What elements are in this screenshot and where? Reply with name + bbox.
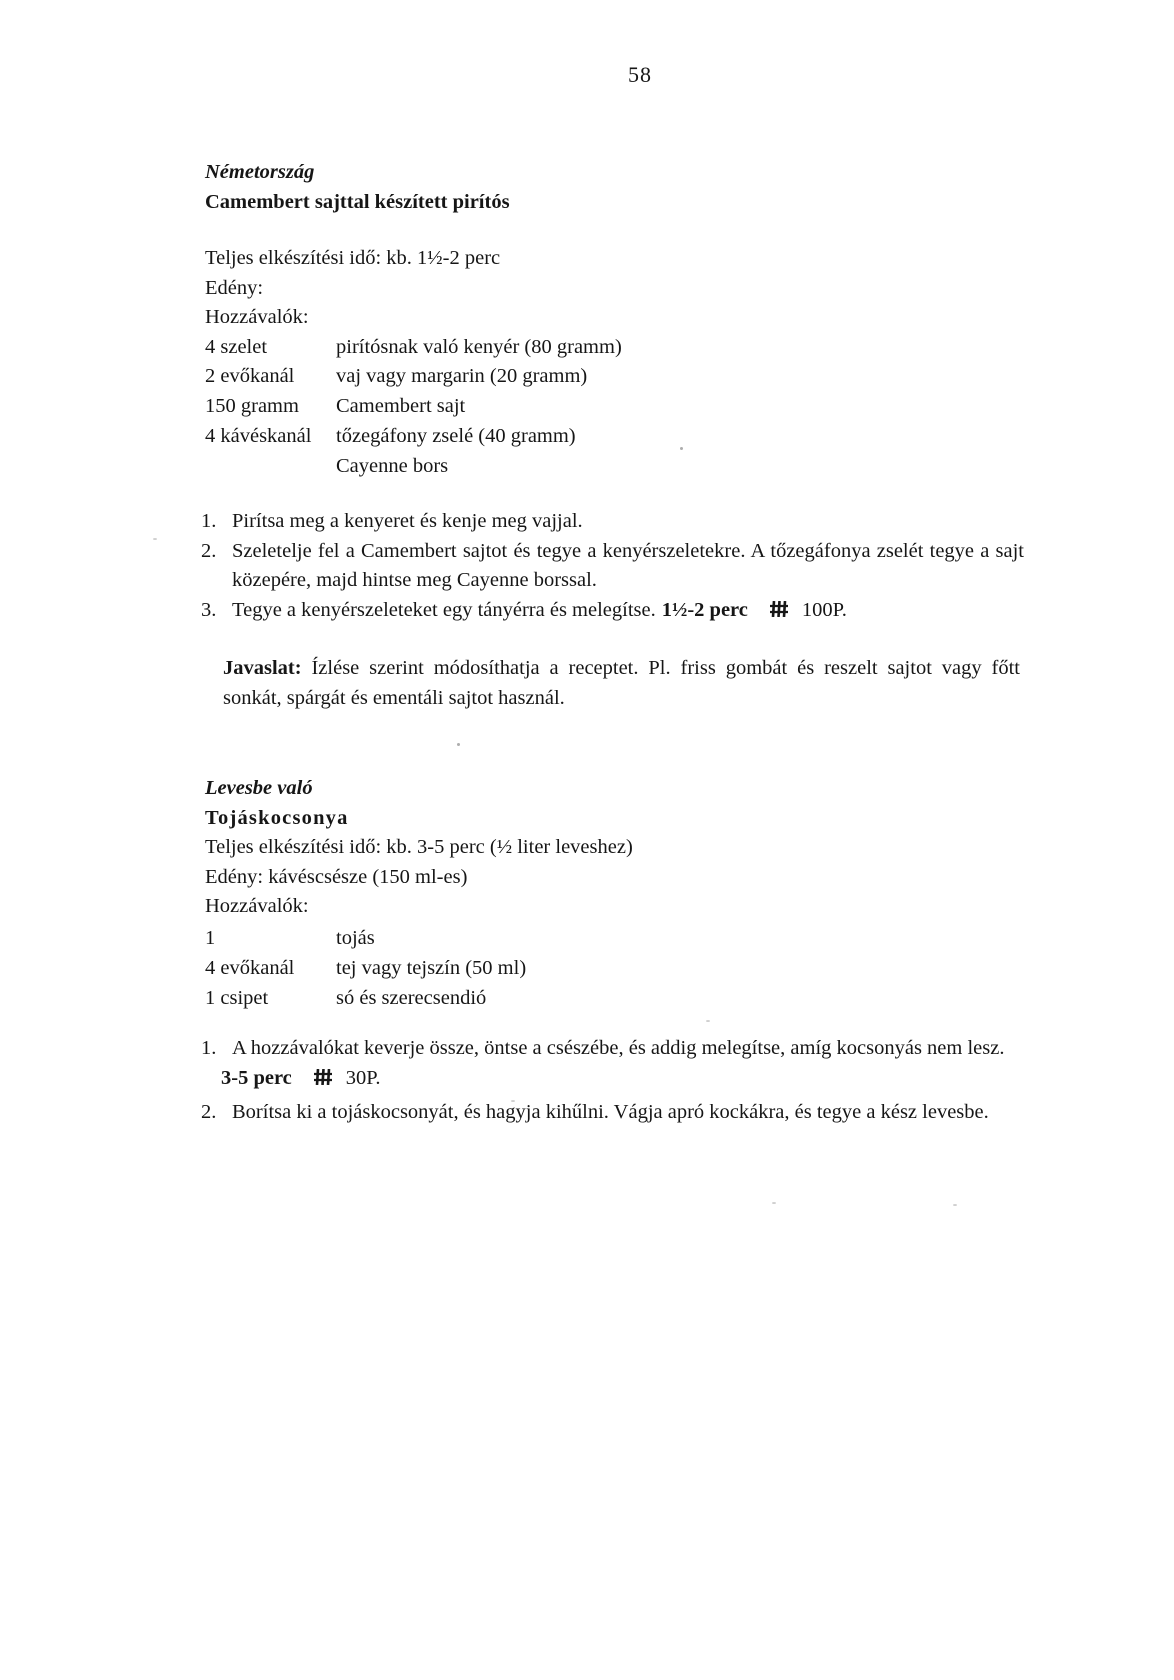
suggestion-label: Javaslat: [223,657,302,680]
page-number: 58 [628,62,652,87]
ingredient-row [205,924,1035,954]
ingredient-name: vaj vagy margarin (20 gramm) [336,365,588,388]
suggestion-text: Ízlése szerint módosíthatja a receptet. Pl. friss gombát és reszelt sajtot vagy főtt sonkát, spárgát és ementáli sajtot használ. [223,657,1021,709]
scan-speck [953,1204,957,1206]
scan-speck [457,743,460,746]
recipe-egg-aspic [201,774,1035,1127]
ingredient-name: pirítósnak való kenyér (80 gramm) [336,335,622,358]
ingredient-row [205,452,1035,482]
step-number: 1. [201,510,217,533]
step-number: 3. [201,598,217,621]
suggestion-paragraph [223,654,1020,713]
step-row [201,596,1035,626]
step-text [232,596,1024,626]
step-row [201,507,1035,537]
ingredient-name: tej vagy tejszín (50 ml) [336,956,527,979]
ingredient-name: Cayenne bors [336,454,449,477]
step-number: 2. [201,1101,217,1124]
recipe-camembert-toast [201,158,1035,713]
ingredient-qty: 2 evőkanál [205,365,295,388]
step-row [201,1098,1035,1128]
recipe-title: Camembert sajttal készített pirítós [205,190,510,213]
step-number: 2. [201,539,217,562]
total-time-line: Teljes elkészítési idő: kb. 1½-2 perc [205,247,501,269]
step-row [201,537,1035,596]
ingredient-row [205,954,1035,984]
power-setting: 30P. [345,1066,381,1089]
ingredient-qty: 4 evőkanál [205,956,295,979]
cook-time: 1½-2 perc [661,598,748,621]
cook-time-line [221,1064,1035,1094]
recipe-meta [205,244,1035,481]
recipe-country-heading: Levesbe való [205,777,313,800]
step-number: 1. [201,1037,217,1060]
recipe-country-heading: Németország [205,161,315,183]
ingredient-row [205,984,1035,1014]
scan-speck [680,447,683,450]
ingredient-row [205,422,1035,452]
scan-speck [772,1202,776,1204]
ingredient-name: tőzegáfony zselé (40 gramm) [336,424,576,447]
step-text: Pirítsa meg a kenyeret és kenje meg vajjal. [232,510,583,533]
step-text-body: Tegye a kenyérszeleteket egy tányérra és melegítse. [232,598,656,621]
page-content [201,158,1035,1128]
ingredient-row [205,362,1035,392]
step-text: Borítsa ki a tojáskocsonyát, és hagyja kihűlni. Vágja apró kockákra, és tegye a kész levesbe. [232,1101,989,1124]
ingredients-label: Hozzávalók: [205,306,309,328]
step-text: A hozzávalókat keverje össze, öntse a csészébe, és addig melegítse, amíg kocsonyás nem lesz. [232,1037,1005,1060]
dish-line: Edény: [205,276,264,299]
ingredient-qty: 4 szelet [205,335,268,358]
microwave-power-icon [770,601,788,617]
ingredient-name: Camembert sajt [336,395,466,418]
ingredient-qty: 1 csipet [205,986,269,1009]
scan-speck [511,1100,515,1102]
step-row [201,1034,1035,1064]
total-time-line: Teljes elkészítési idő: kb. 3-5 perc (½ liter leveshez) [205,836,633,859]
ingredients-label: Hozzávalók: [205,895,309,918]
ingredient-qty: 150 gramm [205,395,299,418]
ingredient-name: só és szerecsendió [336,986,487,1009]
ingredients-table [205,333,1035,482]
ingredients-table [205,924,1035,1013]
scan-speck [153,538,157,540]
ingredient-row [205,333,1035,363]
recipe-title: Tojáskocsonya [205,806,349,829]
ingredient-qty: 4 kávéskanál [205,424,312,447]
preparation-steps [201,1034,1035,1128]
scan-speck [706,1020,710,1022]
cook-time: 3-5 perc [221,1066,292,1089]
ingredient-qty: 1 [205,926,216,949]
microwave-power-icon [314,1069,332,1085]
preparation-steps [201,507,1035,625]
dish-line: Edény: kávéscsésze (150 ml-es) [205,865,468,888]
ingredient-qty [205,452,336,482]
step-text: Szeletelje fel a Camembert sajtot és tegye a kenyérszeletekre. A tőzegáfonya zselét tegye a sajt közepére, majd hintse meg Cayenne borssal. [232,539,1024,592]
ingredient-name: tojás [336,926,375,949]
power-setting: 100P. [801,598,847,621]
ingredient-row [205,392,1035,422]
